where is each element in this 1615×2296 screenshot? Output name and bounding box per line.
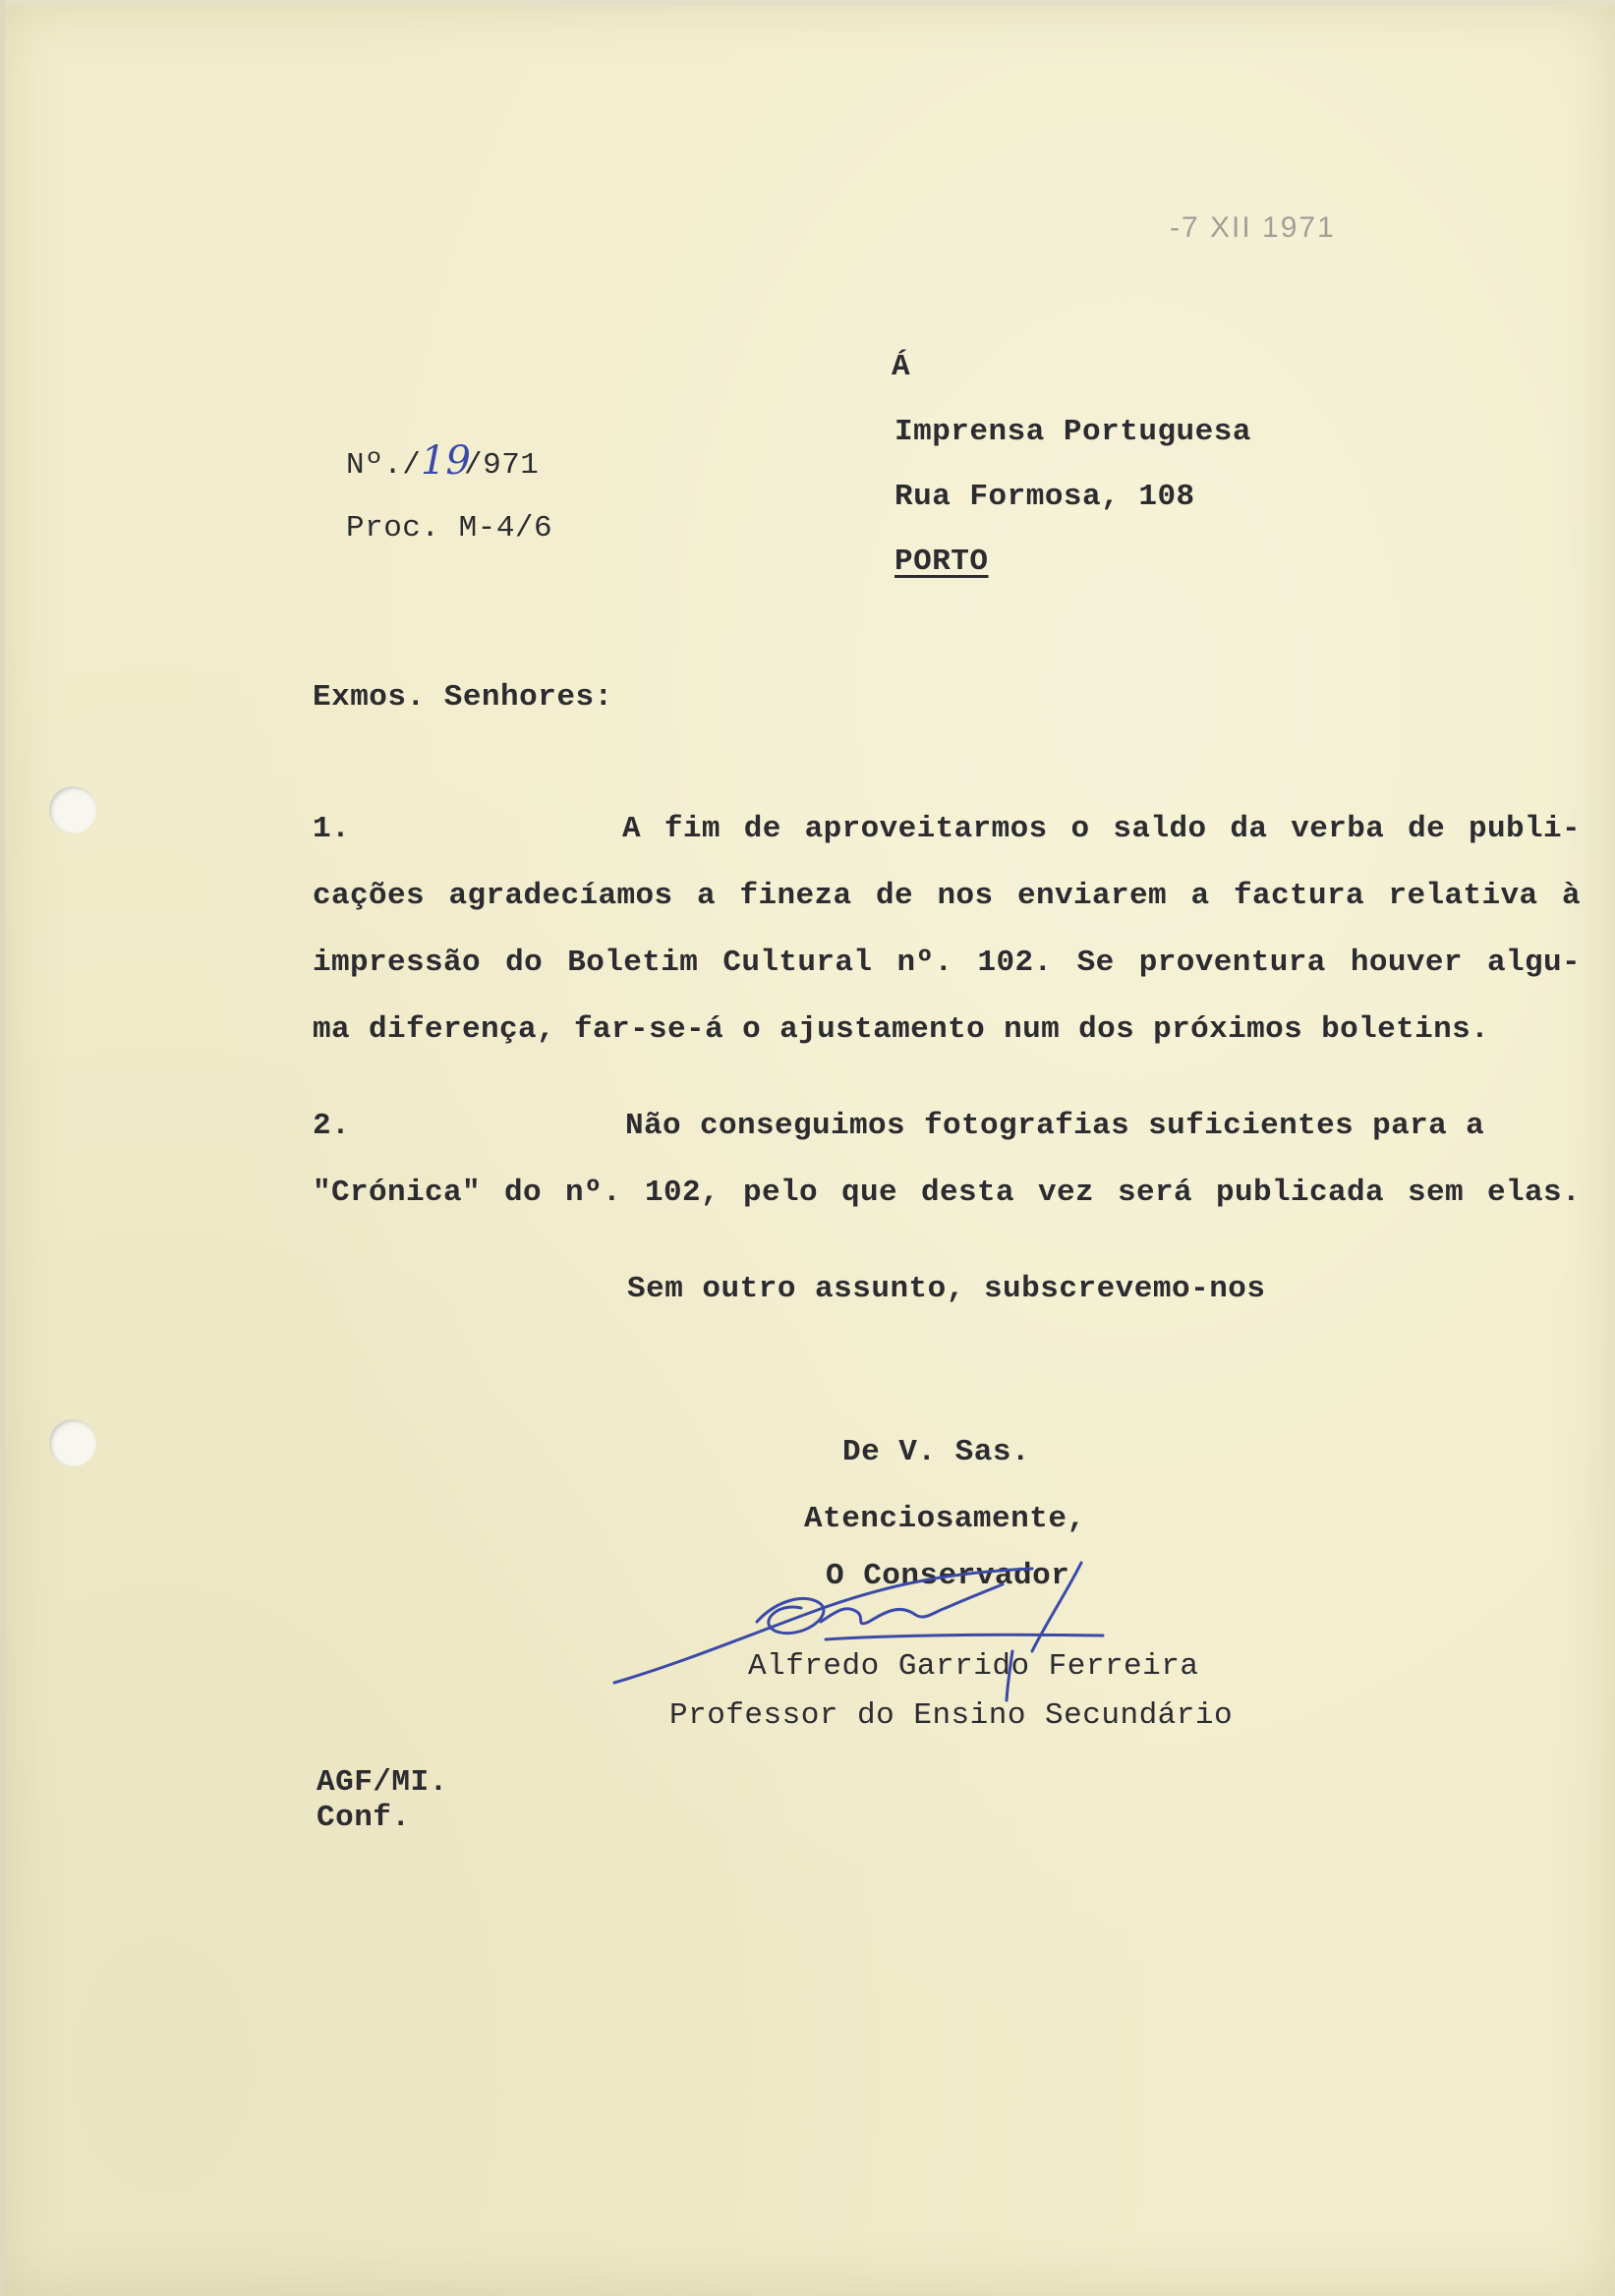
signature-line-3: O Conservador bbox=[826, 1559, 1070, 1593]
footer-conf: Conf. bbox=[317, 1801, 411, 1835]
reference-number-prefix: Nº./ bbox=[346, 448, 422, 483]
reference-number-handwritten: 19 bbox=[421, 438, 471, 484]
recipient-city: PORTO bbox=[894, 545, 989, 579]
date-stamp: -7 XII 1971 bbox=[1170, 211, 1336, 244]
paragraph-1-line-3: impressão do Boletim Cultural nº. 102. Se proventura houver algu- bbox=[313, 946, 1581, 980]
recipient-salutation: Á bbox=[892, 350, 911, 384]
recipient-street: Rua Formosa, 108 bbox=[894, 480, 1195, 514]
greeting: Exmos. Senhores: bbox=[313, 680, 613, 715]
paragraph-1-line-1: A fim de aproveitarmos o saldo da verba de publi- bbox=[622, 812, 1581, 846]
closing-line: Sem outro assunto, subscrevemo-nos bbox=[627, 1272, 1266, 1306]
paragraph-2-number: 2. bbox=[313, 1109, 351, 1143]
footer-initials: AGF/MI. bbox=[317, 1765, 448, 1800]
paragraph-1-line-4: ma diferença, far-se-á o ajustamento num dos próximos boletins. bbox=[313, 1012, 1490, 1047]
reference-process: Proc. M-4/6 bbox=[346, 511, 553, 545]
paragraph-1-number: 1. bbox=[313, 812, 351, 846]
signature-line-1: De V. Sas. bbox=[842, 1435, 1031, 1469]
paragraph-2-line-1: Não conseguimos fotografias suficientes para a bbox=[625, 1109, 1485, 1143]
signatory-title: Professor do Ensino Secundário bbox=[669, 1698, 1234, 1733]
reference-number-suffix: /971 bbox=[464, 448, 540, 483]
paragraph-2-line-2: "Crónica" do nº. 102, pelo que desta vez será publicada sem elas. bbox=[313, 1176, 1581, 1210]
recipient-name: Imprensa Portuguesa bbox=[894, 415, 1251, 449]
paragraph-1-line-2: cações agradecíamos a fineza de nos enviarem a factura relativa à bbox=[313, 879, 1581, 913]
signatory-name: Alfredo Garrido Ferreira bbox=[748, 1649, 1199, 1684]
signature-line-2: Atenciosamente, bbox=[804, 1502, 1086, 1536]
